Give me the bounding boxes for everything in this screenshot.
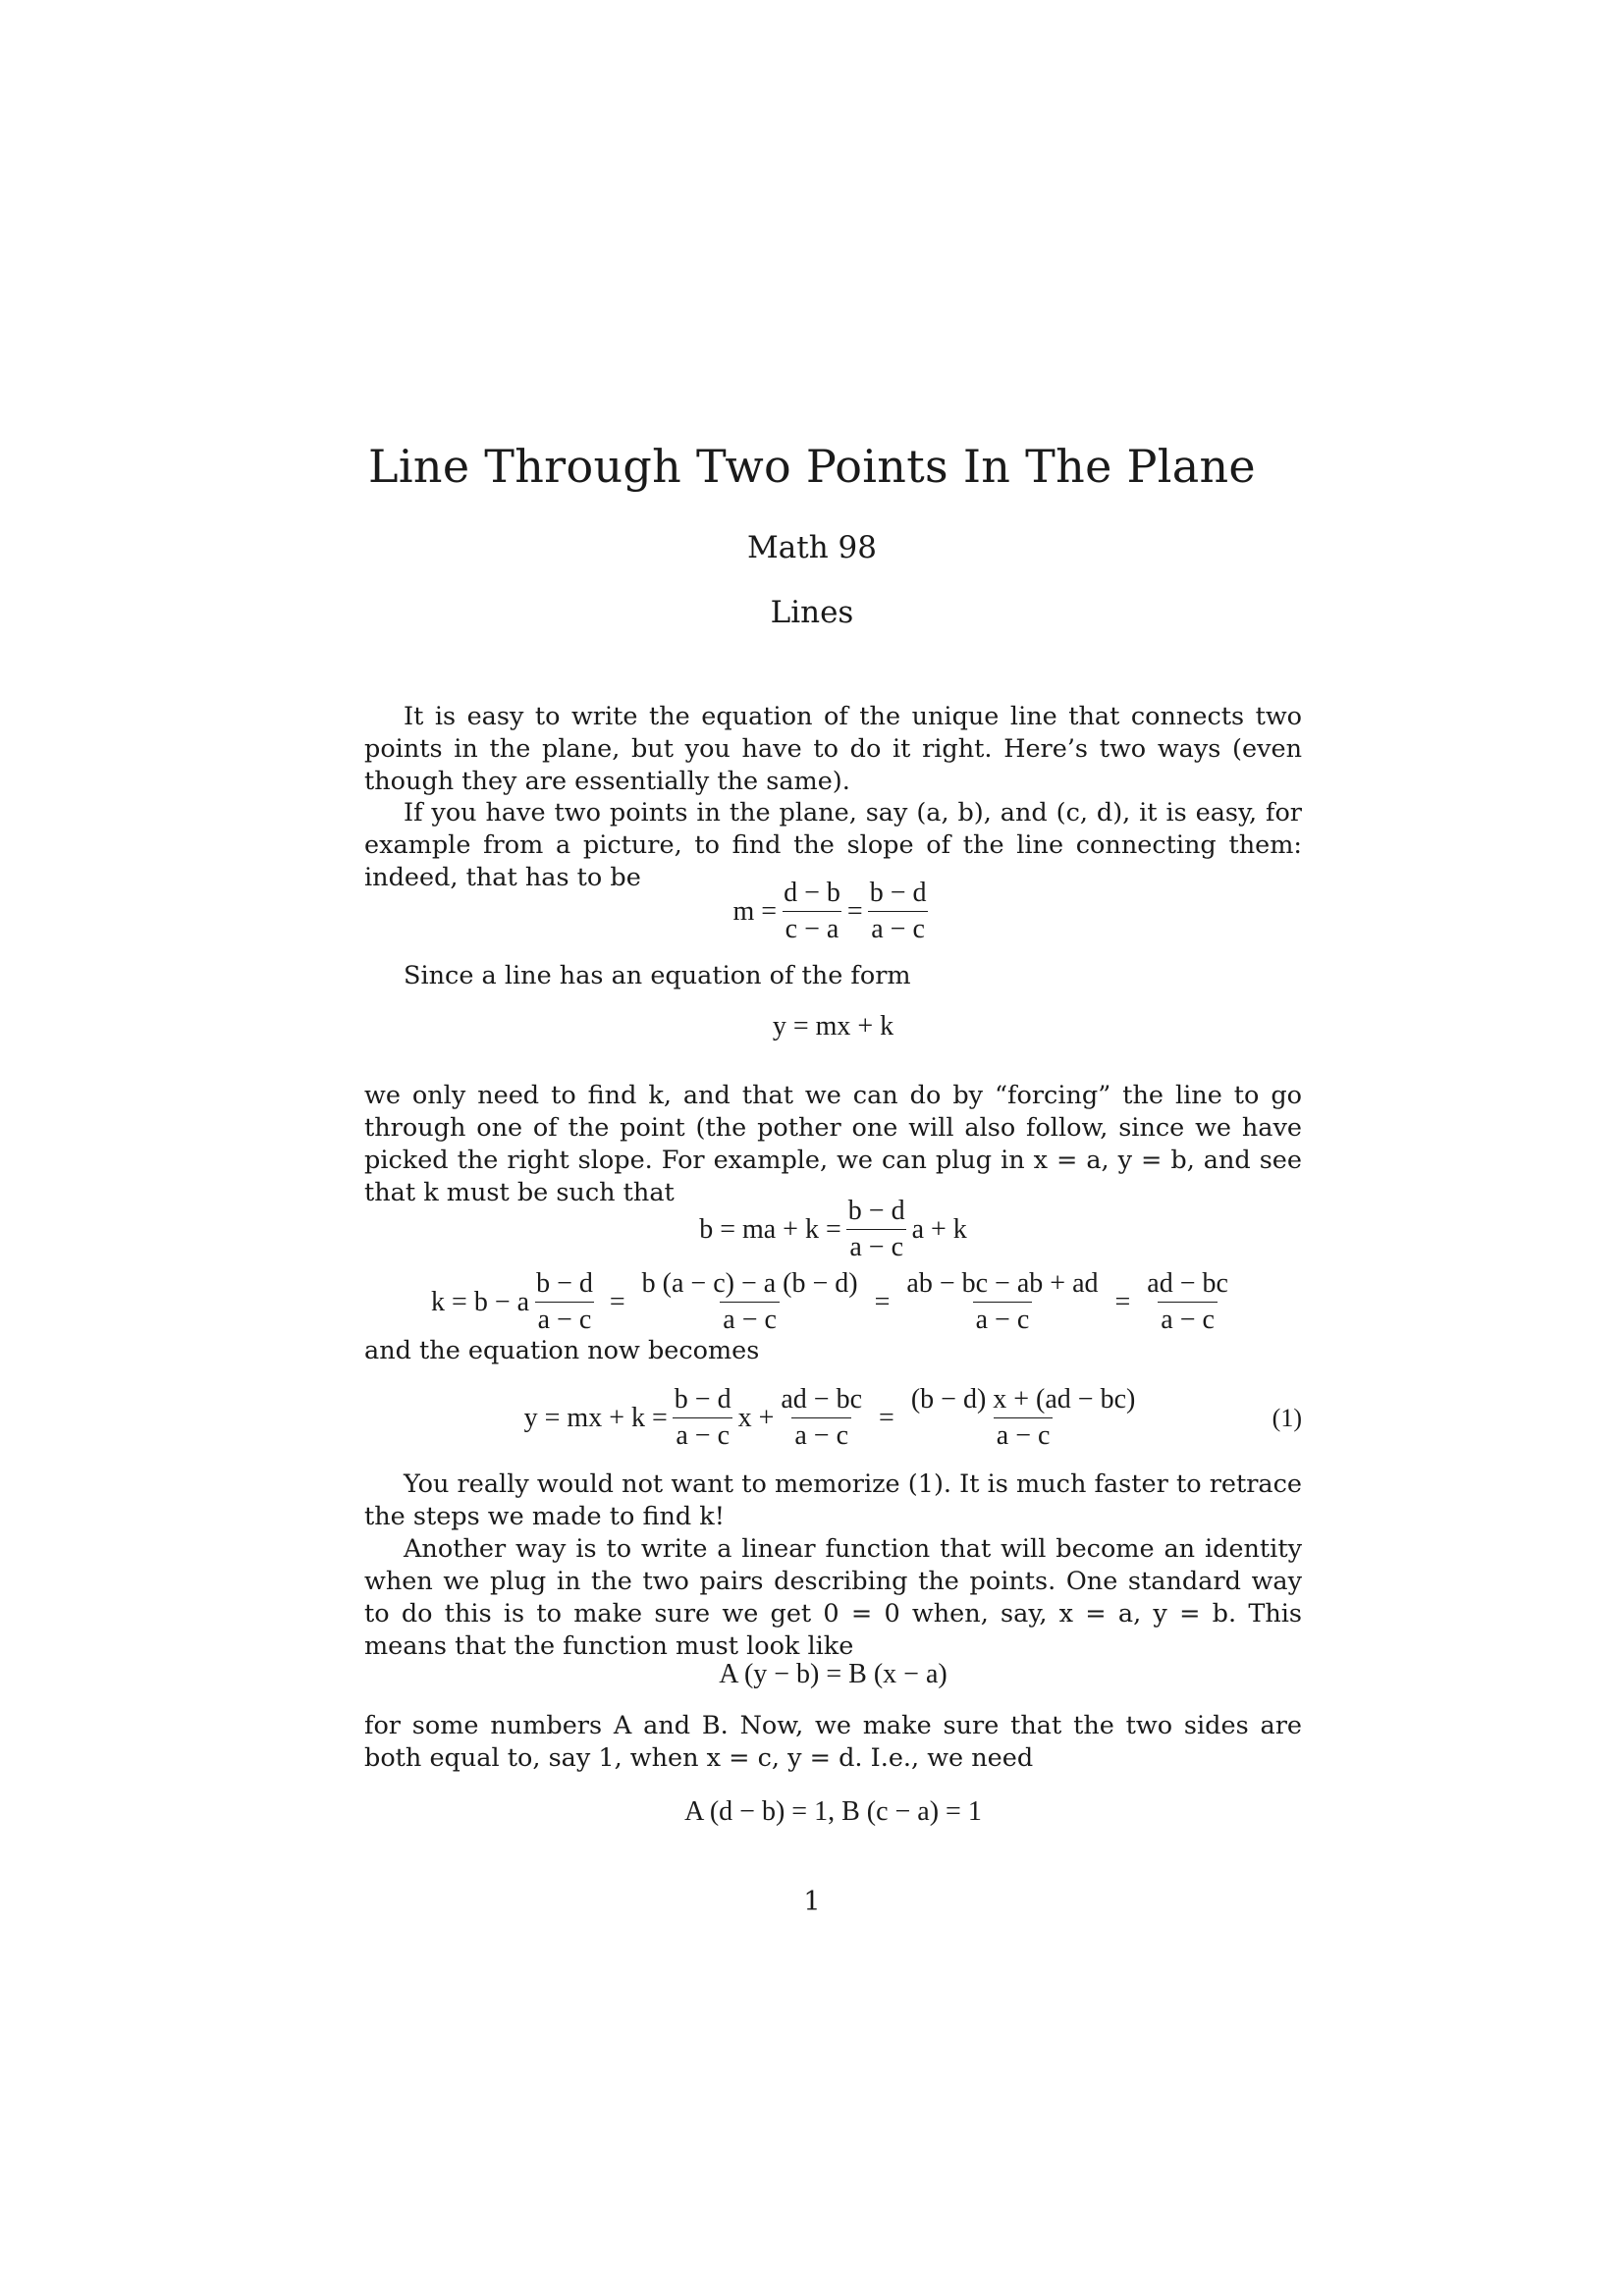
fraction-k-4	[1144, 1268, 1231, 1336]
fraction-denominator: a − c	[868, 911, 928, 945]
equation-b-tail: a + k	[911, 1213, 967, 1245]
paragraph-line-form: Since a line has an equation of the form	[404, 961, 911, 990]
paragraph-slope: If you have two points in the plane, say (a, b), and (c, d), it is easy, for example from a picture, to find the slope of the line connecting them: indeed, that has to be	[364, 798, 1302, 892]
fraction-denominator: a − c	[535, 1302, 595, 1336]
fraction-numerator: ad − bc	[781, 1384, 863, 1415]
document-title: Line Through Two Points In The Plane	[368, 440, 1256, 493]
fraction-final-2	[778, 1384, 865, 1452]
paragraph-memorize: You really would not want to memorize (1). It is much faster to retrace the steps we made to find k!	[364, 1469, 1302, 1531]
fraction-numerator: d − b	[784, 878, 840, 908]
equation-conditions-text: A (d − b) = 1, B (c − a) = 1	[684, 1796, 982, 1827]
equation-final	[364, 1384, 1302, 1452]
paragraph-find-k: we only need to find k, and that we can do by “forcing” the line to go through one of the point (the pother one will also follow, since we have picked the right slope. For example, we can plug in x = a, y = b, and see that k must be such that	[364, 1081, 1302, 1207]
course-name: Math 98	[747, 530, 877, 565]
equation-number: (1)	[1272, 1403, 1302, 1432]
fraction-denominator: a − c	[720, 1302, 780, 1336]
fraction-final-3	[908, 1384, 1139, 1452]
equals-sign: =	[874, 1286, 891, 1317]
fraction-numerator: b − d	[847, 1196, 905, 1226]
fraction-denominator: a − c	[994, 1417, 1054, 1452]
fraction-denominator: c − a	[783, 911, 842, 945]
page-number: 1	[803, 1887, 821, 1917]
equation-k	[364, 1268, 1302, 1336]
fraction-numerator: b − d	[536, 1268, 593, 1299]
fraction-denominator: a − c	[673, 1417, 732, 1452]
paragraph-another-way: Another way is to write a linear function that will become an identity when we plug in the two pairs describing the points. One standard way to do this is to make sure we get 0 = 0 when, say, x = a, y = b. This means that the function must look like	[364, 1534, 1302, 1661]
equation-conditions	[364, 1796, 1302, 1828]
equation-slope	[364, 878, 1302, 945]
equation-identity	[364, 1659, 1302, 1690]
section-name: Lines	[770, 595, 854, 630]
equals-sign: =	[1114, 1286, 1131, 1317]
fraction-denominator: a − c	[1158, 1302, 1218, 1336]
equation-final-lhs: y = mx + k =	[523, 1402, 668, 1433]
equals-sign: =	[609, 1286, 625, 1317]
fraction-denominator: a − c	[791, 1417, 851, 1452]
fraction-numerator: ad − bc	[1147, 1268, 1228, 1299]
equation-final-mid: x +	[737, 1402, 775, 1433]
fraction-denominator: a − c	[846, 1229, 906, 1263]
fraction-slope-2	[867, 878, 930, 945]
equation-b	[364, 1196, 1302, 1263]
equals-sign: =	[846, 895, 863, 927]
fraction-b	[845, 1196, 908, 1263]
equation-k-lhs: k = b − a	[431, 1286, 530, 1317]
equation-line-form	[364, 1011, 1302, 1042]
fraction-numerator: b − d	[674, 1384, 731, 1415]
fraction-numerator: b (a − c) − a (b − d)	[641, 1268, 858, 1299]
fraction-numerator: (b − d) x + (ad − bc)	[910, 1384, 1136, 1415]
paragraph-intro: It is easy to write the equation of the unique line that connects two points in the plane, but you have to do it right. Here’s two ways (even though they are essentially the same).	[364, 702, 1302, 796]
fraction-final-1	[672, 1384, 734, 1452]
fraction-slope-1	[781, 878, 843, 945]
fraction-k-3	[903, 1268, 1101, 1336]
paragraph-numbers-a-b: for some numbers A and B. Now, we make sure that the two sides are both equal to, say 1, when x = c, y = d. I.e., we need	[364, 1711, 1302, 1773]
equals-sign: =	[879, 1402, 894, 1433]
fraction-k-2	[639, 1268, 861, 1336]
fraction-numerator: ab − bc − ab + ad	[906, 1268, 1099, 1299]
equation-slope-lhs: m =	[732, 895, 778, 927]
equation-identity-text: A (y − b) = B (x − a)	[719, 1659, 947, 1689]
fraction-denominator: a − c	[973, 1302, 1033, 1336]
fraction-numerator: b − d	[869, 878, 927, 908]
equation-b-lhs: b = ma + k =	[699, 1213, 841, 1245]
equation-line-form-text: y = mx + k	[772, 1011, 894, 1041]
paragraph-equation-becomes: and the equation now becomes	[364, 1336, 760, 1365]
fraction-k-1	[533, 1268, 596, 1336]
